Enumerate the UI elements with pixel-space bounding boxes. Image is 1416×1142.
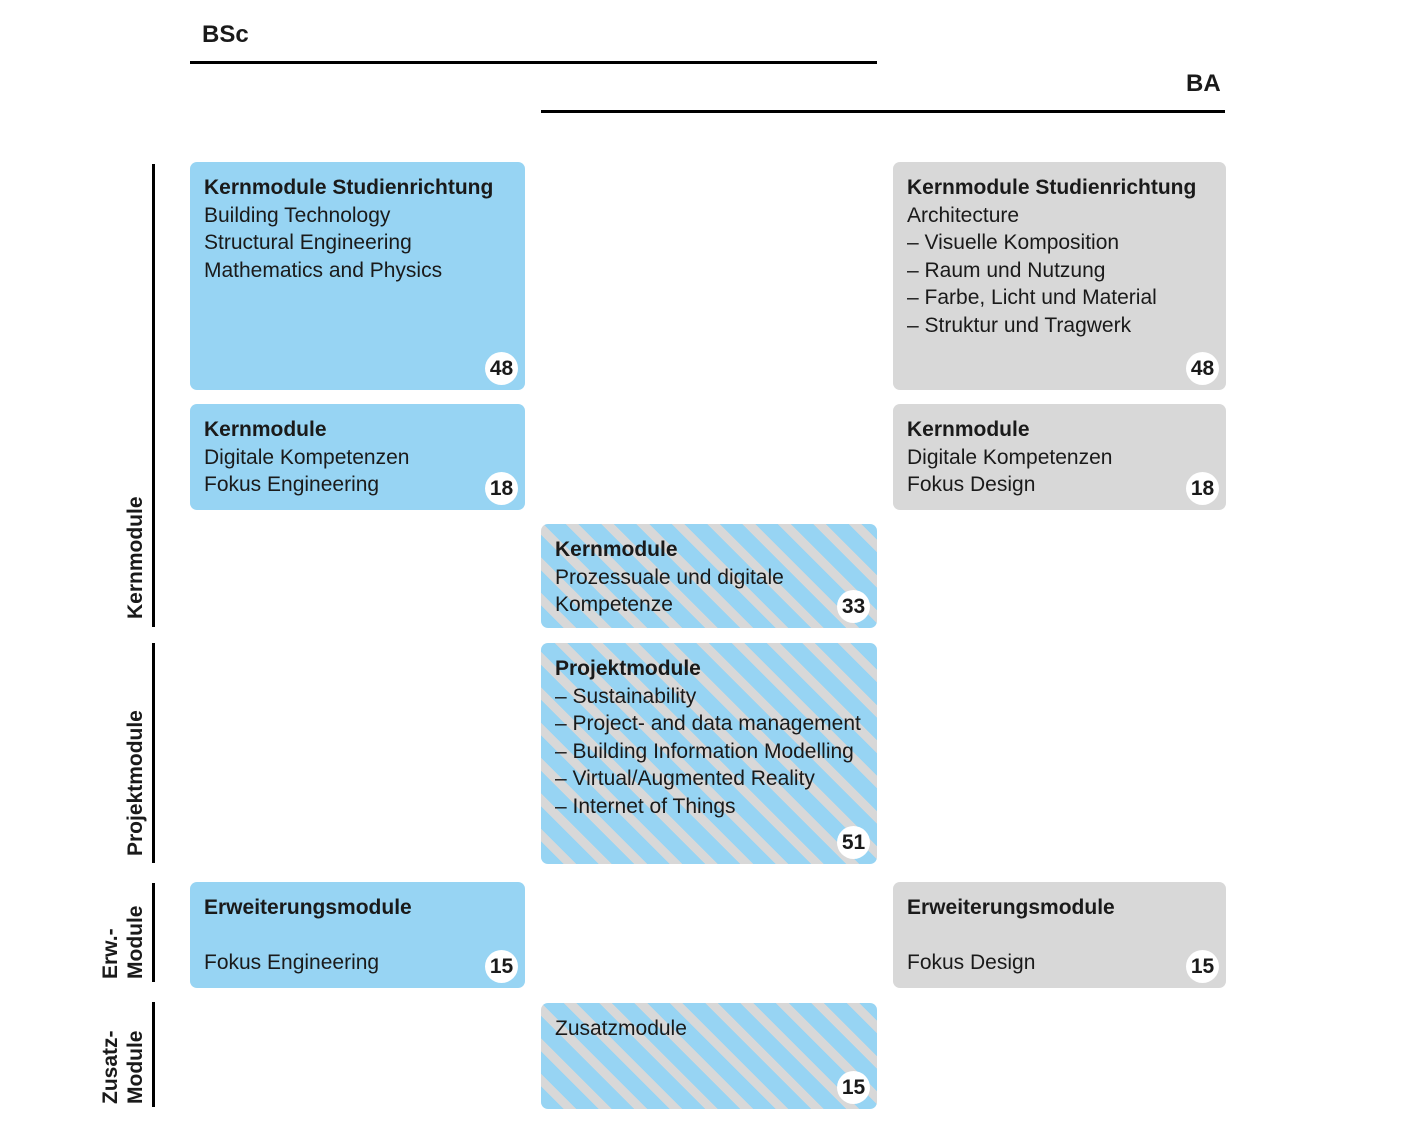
axis-label-erw-module	[98, 906, 148, 980]
axis-label-line: Module	[124, 1030, 147, 1104]
box-title: Erweiterungsmodule	[907, 896, 1115, 919]
credits-badge: 18	[485, 472, 518, 505]
box-line: Building Technology	[204, 203, 391, 227]
box-line: Prozessuale und digitale	[555, 565, 784, 589]
ba-degree-axis-line	[541, 110, 1225, 113]
box-line: – Sustainability	[555, 684, 697, 708]
axis-label-line: Module	[124, 905, 147, 979]
axis-label-kernmodule	[123, 496, 148, 619]
box-line: – Internet of Things	[555, 794, 736, 818]
axis-label-zusatz-module	[98, 1031, 148, 1105]
box-title: Kernmodule	[555, 538, 678, 561]
box-title: Kernmodule Studienrichtung	[204, 176, 494, 199]
credits-badge: 48	[485, 352, 518, 385]
box-title: Zusatzmodule	[555, 1017, 687, 1040]
box-line: – Project- and data management	[555, 712, 861, 735]
box-line: Digitale Kompetenzen	[907, 445, 1113, 469]
bsc-degree-axis-line	[190, 61, 877, 64]
box-line: Fokus Engineering	[204, 951, 380, 974]
box-line: Mathematics and Physics	[204, 258, 443, 282]
axis-label-projektmodule	[123, 710, 148, 856]
ba-degree-label: BA	[1186, 70, 1221, 97]
credits-badge: 15	[837, 1071, 870, 1104]
credits-badge: 33	[837, 590, 870, 623]
axis-segment-erw-module	[152, 883, 155, 982]
box-line: – Visuelle Komposition	[907, 231, 1120, 254]
module-box-shared-kernmodule	[541, 524, 877, 628]
box-line: – Building Information Modelling	[555, 739, 854, 763]
box-line: Fokus Design	[907, 473, 1036, 496]
axis-label-line: Kernmodule	[124, 496, 147, 619]
box-title: Projektmodule	[555, 657, 701, 680]
credits-badge: 48	[1186, 352, 1219, 385]
module-box-ba-kernmodule-studienrichtung	[893, 162, 1226, 390]
credits-badge: 18	[1186, 472, 1219, 505]
credits-badge: 15	[1186, 950, 1219, 983]
axis-label-line: Erw.-	[99, 928, 122, 979]
box-title: Kernmodule	[907, 418, 1030, 441]
box-title: Kernmodule	[204, 418, 327, 441]
box-line: – Raum und Nutzung	[907, 258, 1106, 282]
axis-label-line: Zusatz-	[99, 1030, 122, 1104]
module-box-ba-kernmodule	[893, 404, 1226, 510]
axis-segment-zusatz-module	[152, 1002, 155, 1107]
module-box-ba-erweiterungsmodule	[893, 882, 1226, 988]
axis-label-line: Projektmodule	[124, 710, 147, 856]
module-box-shared-zusatzmodule	[541, 1003, 877, 1109]
axis-segment-projektmodule	[152, 643, 155, 863]
box-line: – Farbe, Licht und Material	[907, 286, 1157, 309]
credits-badge: 15	[485, 950, 518, 983]
module-box-bsc-erweiterungsmodule	[190, 882, 525, 988]
box-title: Kernmodule Studienrichtung	[907, 176, 1197, 199]
box-line: Architecture	[907, 203, 1020, 227]
box-line: Fokus Engineering	[204, 473, 380, 496]
module-box-shared-projektmodule	[541, 643, 877, 864]
box-line: Structural Engineering	[204, 231, 412, 254]
box-title: Erweiterungsmodule	[204, 896, 412, 919]
box-line: Fokus Design	[907, 951, 1036, 974]
bsc-degree-label: BSc	[202, 21, 249, 48]
box-line: Digitale Kompetenzen	[204, 445, 410, 469]
module-box-bsc-kernmodule-studienrichtung	[190, 162, 525, 390]
credits-badge: 51	[837, 826, 870, 859]
box-line: Kompetenze	[555, 593, 673, 616]
box-line: – Struktur und Tragwerk	[907, 313, 1132, 337]
module-box-bsc-kernmodule	[190, 404, 525, 510]
axis-segment-kernmodule	[152, 164, 155, 627]
box-line: – Virtual/Augmented Reality	[555, 767, 815, 790]
